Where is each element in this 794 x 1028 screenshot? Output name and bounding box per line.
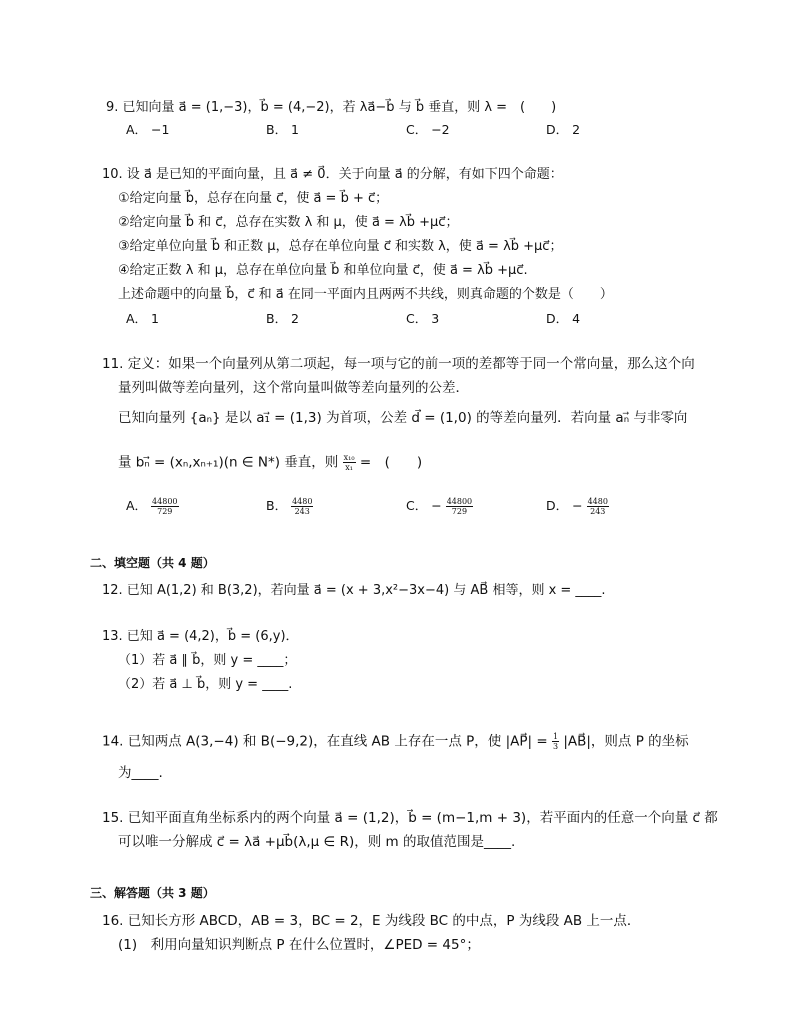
q11-option-d-label: D． xyxy=(546,498,569,513)
q10-option-b: B． 2 xyxy=(266,311,300,326)
q11-option-c-label: C． xyxy=(406,498,428,513)
q14-fraction xyxy=(552,732,559,751)
q11-option-b xyxy=(266,497,313,516)
q15-line-2: 可以唯一分解成 c⃗ = λa⃗ +μb⃗(λ,μ ∈ R)，则 m 的取值范围是____. xyxy=(118,834,516,850)
q11-option-d-numerator: 4480 xyxy=(587,497,608,506)
q10-item-4: ④给定正数 λ 和 μ，总存在单位向量 b⃗ 和单位向量 c⃗，使 a⃗ = λb⃗ +μc⃗. xyxy=(118,263,528,278)
q10-item-1: ①给定向量 b⃗，总存在向量 c⃗，使 a⃗ = b⃗ + c⃗； xyxy=(118,191,389,206)
q11-option-d-denominator: 243 xyxy=(590,507,606,516)
q11-option-d-fraction xyxy=(587,497,609,516)
q11-line-2: 量列叫做等差向量列，这个常向量叫做等差向量列的公差． xyxy=(118,380,469,396)
q10-tail: 上述命题中的向量 b⃗，c⃗ 和 a⃗ 在同一平面内且两两不共线，则真命题的个数是（ ） xyxy=(118,287,613,302)
q11-option-c-numerator: 44800 xyxy=(446,497,473,506)
q13-part-2: （2）若 a⃗ ⊥ b⃗，则 y = ____. xyxy=(118,677,293,692)
q11-option-b-denominator: 243 xyxy=(294,507,310,516)
q12-stem: 12. 已知 A(1,2) 和 B(3,2)，若向量 a⃗ = (x + 3,x²−3x−4) 与 AB⃗ 相等，则 x = ____. xyxy=(102,583,606,598)
q10-option-d: D． 4 xyxy=(546,311,581,326)
q11-option-c-denominator: 729 xyxy=(451,507,468,516)
q11-option-a-numerator: 44800 xyxy=(152,497,178,506)
q11-option-b-numerator: 4480 xyxy=(292,497,313,506)
q11-option-c xyxy=(406,497,473,516)
q9-option-a: A． −1 xyxy=(126,122,170,137)
q11-option-b-label: B． xyxy=(266,498,288,513)
q11-option-a-fraction xyxy=(151,497,178,516)
q13-stem: 13. 已知 a⃗ = (4,2)，b⃗ = (6,y)． xyxy=(102,629,299,644)
q11-line-1: 11. 定义：如果一个向量列从第二项起，每一项与它的前一项的差都等于同一个常向量，那么这个向 xyxy=(102,356,695,372)
q10-option-a: A． 1 xyxy=(126,311,159,326)
q14-fraction-numerator: 1 xyxy=(552,732,559,741)
q10-stem: 10. 设 a⃗ 是已知的平面向量，且 a⃗ ≠ 0⃗．关于向量 a⃗ 的分解，有如下四个命题： xyxy=(102,167,563,182)
q14-line-1-start: 14. 已知两点 A(3,−4) 和 B(−9,2)，在直线 AB 上存在一点 P，使 |AP⃗| = xyxy=(102,733,548,750)
q11-line-4 xyxy=(118,453,422,472)
q9-stem: 9. 已知向量 a⃗ = (1,−3)，b⃗ = (4,−2)，若 λa⃗−b⃗ 与 b⃗ 垂直，则 λ = ( ) xyxy=(106,100,557,115)
q10-item-2: ②给定向量 b⃗ 和 c⃗，总存在实数 λ 和 μ，使 a⃗ = λb⃗ +μc⃗； xyxy=(118,215,459,230)
q10-item-3: ③给定单位向量 b⃗ 和正数 μ，总存在单位向量 c⃗ 和实数 λ，使 a⃗ = λb⃗ +μc⃗； xyxy=(118,239,563,254)
q14-fraction-denominator: 3 xyxy=(552,742,559,751)
q11-ratio-fraction xyxy=(343,453,356,472)
q11-option-c-sign: − xyxy=(431,498,442,513)
q9-option-b: B． 1 xyxy=(266,122,300,137)
q14-line-1 xyxy=(102,732,689,751)
q11-option-b-fraction xyxy=(291,497,313,516)
q16-line-1: 16. 已知长方形 ABCD，AB = 3，BC = 2，E 为线段 BC 的中点，P 为线段 AB 上一点． xyxy=(102,913,641,929)
q11-ratio-numerator: x₁₀ xyxy=(343,453,355,462)
q11-line-4-end: = ( ) xyxy=(359,454,423,471)
q11-option-d xyxy=(546,497,609,516)
section-solution-heading: 三、解答题（共 3 题） xyxy=(90,886,215,900)
q11-option-c-fraction xyxy=(446,497,473,516)
q11-option-a-denominator: 729 xyxy=(157,507,173,516)
q11-ratio-denominator: x₁ xyxy=(345,463,353,472)
q16-line-2: (1) 利用向量知识判断点 P 在什么位置时，∠PED = 45°； xyxy=(118,937,480,953)
q10-option-c: C． 3 xyxy=(406,311,440,326)
q15-line-1: 15. 已知平面直角坐标系内的两个向量 a⃗ = (1,2)，b⃗ = (m−1,m + 3)，若平面内的任意一个向量 c⃗ 都 xyxy=(102,810,718,826)
q14-line-1-end: |AB⃗|，则点 P 的坐标 xyxy=(563,733,689,750)
q11-option-d-sign: − xyxy=(572,498,583,513)
q11-line-3: 已知向量列 {aₙ} 是以 a₁⃗ = (1,3) 为首项，公差 d⃗ = (1,0) 的等差向量列．若向量 aₙ⃗ 与非零向 xyxy=(118,410,688,426)
q13-part-1: （1）若 a⃗ ∥ b⃗，则 y = ____； xyxy=(118,653,297,668)
q9-option-c: C． −2 xyxy=(406,122,450,137)
q9-option-d: D． 2 xyxy=(546,122,581,137)
q11-option-a xyxy=(126,497,179,516)
q14-line-2: 为____. xyxy=(118,765,163,781)
q11-line-4-start: 量 bₙ⃗ = (xₙ,xₙ₊₁)(n ∈ N*) 垂直，则 xyxy=(118,454,339,471)
q11-option-a-label: A． xyxy=(126,498,148,513)
section-fill-in-heading: 二、填空题（共 4 题） xyxy=(90,556,215,570)
